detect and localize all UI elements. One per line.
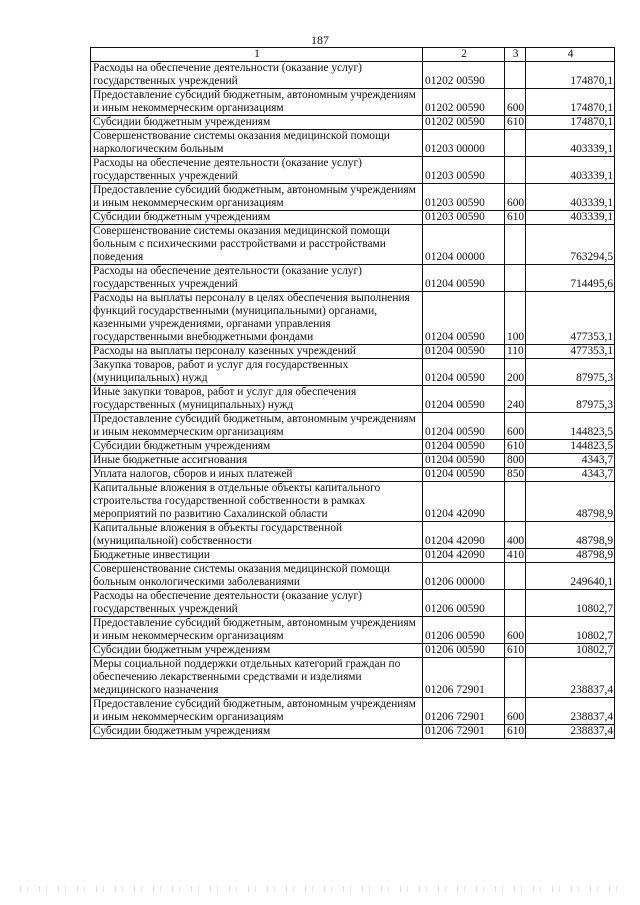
row-amount-cell: 144823,5 — [526, 413, 615, 440]
row-amount-cell: 477353,1 — [526, 292, 615, 345]
row-code-cell: 01203 00000 — [423, 130, 505, 157]
row-name-cell: Закупка товаров, работ и услуг для государственных (муниципальных) нужд — [91, 359, 423, 386]
row-code-cell: 01206 72901 — [423, 698, 505, 725]
row-expense-type-cell: 110 — [505, 345, 526, 359]
row-name-cell: Субсидии бюджетным учреждениям — [91, 116, 423, 130]
table-row — [91, 549, 615, 563]
table-header-row — [91, 48, 615, 62]
row-name-cell: Субсидии бюджетным учреждениям — [91, 725, 423, 739]
row-expense-type-cell: 600 — [505, 698, 526, 725]
row-name-cell: Совершенствование системы оказания медицинской помощи больным с психическими расстройствами и расстройствами поведения — [91, 225, 423, 265]
row-expense-type-cell — [505, 130, 526, 157]
row-amount-cell: 10802,7 — [526, 617, 615, 644]
row-amount-cell: 48798,9 — [526, 522, 615, 549]
row-expense-type-cell: 610 — [505, 725, 526, 739]
column-header-code: 2 — [423, 48, 505, 62]
row-amount-cell: 714495,6 — [526, 265, 615, 292]
table-row — [91, 211, 615, 225]
row-code-cell: 01203 00590 — [423, 157, 505, 184]
row-code-cell: 01204 00590 — [423, 345, 505, 359]
row-code-cell: 01206 72901 — [423, 658, 505, 698]
table-row — [91, 359, 615, 386]
row-amount-cell: 174870,1 — [526, 116, 615, 130]
row-code-cell: 01204 00590 — [423, 359, 505, 386]
row-code-cell: 01204 00590 — [423, 413, 505, 440]
row-name-cell: Расходы на выплаты персоналу казенных учреждений — [91, 345, 423, 359]
row-code-cell: 01204 00590 — [423, 292, 505, 345]
row-name-cell: Субсидии бюджетным учреждениям — [91, 644, 423, 658]
row-expense-type-cell: 610 — [505, 644, 526, 658]
row-code-cell: 01204 42090 — [423, 549, 505, 563]
row-name-cell: Расходы на обеспечение деятельности (оказание услуг) государственных учреждений — [91, 62, 423, 89]
row-code-cell: 01206 00000 — [423, 563, 505, 590]
row-name-cell: Уплата налогов, сборов и иных платежей — [91, 468, 423, 482]
row-name-cell: Субсидии бюджетным учреждениям — [91, 211, 423, 225]
row-amount-cell: 10802,7 — [526, 590, 615, 617]
row-code-cell: 01204 00000 — [423, 225, 505, 265]
row-amount-cell: 174870,1 — [526, 62, 615, 89]
table-row — [91, 184, 615, 211]
row-expense-type-cell: 100 — [505, 292, 526, 345]
row-name-cell: Субсидии бюджетным учреждениям — [91, 440, 423, 454]
row-amount-cell: 238837,4 — [526, 725, 615, 739]
row-expense-type-cell — [505, 482, 526, 522]
row-name-cell: Капитальные вложения в отдельные объекты капитального строительства государственной собственности в рамках мероприятий по развитию Сахалинской области — [91, 482, 423, 522]
row-code-cell: 01204 00590 — [423, 265, 505, 292]
table-row — [91, 413, 615, 440]
row-amount-cell: 477353,1 — [526, 345, 615, 359]
table-row — [91, 130, 615, 157]
row-expense-type-cell: 400 — [505, 522, 526, 549]
table-row — [91, 590, 615, 617]
row-expense-type-cell: 600 — [505, 89, 526, 116]
scan-noise — [20, 886, 620, 892]
row-expense-type-cell: 850 — [505, 468, 526, 482]
row-amount-cell: 4343,7 — [526, 454, 615, 468]
row-amount-cell: 10802,7 — [526, 644, 615, 658]
row-amount-cell: 238837,4 — [526, 658, 615, 698]
column-header-name: 1 — [91, 48, 423, 62]
table-row — [91, 116, 615, 130]
row-code-cell: 01203 00590 — [423, 184, 505, 211]
row-amount-cell: 238837,4 — [526, 698, 615, 725]
column-header-amount: 4 — [526, 48, 615, 62]
row-amount-cell: 403339,1 — [526, 157, 615, 184]
row-code-cell: 01204 42090 — [423, 482, 505, 522]
row-expense-type-cell: 600 — [505, 617, 526, 644]
row-code-cell: 01206 00590 — [423, 590, 505, 617]
table-row — [91, 468, 615, 482]
row-expense-type-cell: 610 — [505, 211, 526, 225]
row-expense-type-cell: 240 — [505, 386, 526, 413]
row-code-cell: 01206 00590 — [423, 617, 505, 644]
table-row — [91, 440, 615, 454]
row-expense-type-cell — [505, 225, 526, 265]
row-name-cell: Иные бюджетные ассигнования — [91, 454, 423, 468]
row-amount-cell: 87975,3 — [526, 359, 615, 386]
table-row — [91, 658, 615, 698]
page-number: 187 — [311, 33, 329, 47]
row-expense-type-cell: 610 — [505, 116, 526, 130]
row-code-cell: 01204 00590 — [423, 440, 505, 454]
table-row — [91, 617, 615, 644]
table-row — [91, 644, 615, 658]
row-code-cell: 01204 00590 — [423, 454, 505, 468]
table-row — [91, 62, 615, 89]
table-row — [91, 522, 615, 549]
row-name-cell: Расходы на выплаты персоналу в целях обеспечения выполнения функций государственными (муниципальными) органами, казенными учреждениями, органами управления государственными внебюджетными фондами — [91, 292, 423, 345]
row-expense-type-cell: 610 — [505, 440, 526, 454]
table-row — [91, 386, 615, 413]
row-expense-type-cell — [505, 62, 526, 89]
row-code-cell: 01203 00590 — [423, 211, 505, 225]
row-code-cell: 01204 00590 — [423, 386, 505, 413]
row-name-cell: Расходы на обеспечение деятельности (оказание услуг) государственных учреждений — [91, 265, 423, 292]
row-name-cell: Предоставление субсидий бюджетным, автономным учреждениям и иным некоммерческим организациям — [91, 413, 423, 440]
row-amount-cell: 4343,7 — [526, 468, 615, 482]
table-row — [91, 725, 615, 739]
row-name-cell: Совершенствование системы оказания медицинской помощи наркологическим больным — [91, 130, 423, 157]
budget-table — [90, 47, 615, 739]
table-row — [91, 563, 615, 590]
row-code-cell: 01206 72901 — [423, 725, 505, 739]
row-expense-type-cell — [505, 658, 526, 698]
table-row — [91, 698, 615, 725]
row-code-cell: 01204 00590 — [423, 468, 505, 482]
row-name-cell: Расходы на обеспечение деятельности (оказание услуг) государственных учреждений — [91, 157, 423, 184]
row-name-cell: Предоставление субсидий бюджетным, автономным учреждениям и иным некоммерческим организациям — [91, 617, 423, 644]
row-amount-cell: 48798,9 — [526, 549, 615, 563]
table-row — [91, 89, 615, 116]
row-amount-cell: 87975,3 — [526, 386, 615, 413]
row-name-cell: Совершенствование системы оказания медицинской помощи больным онкологическими заболеваниями — [91, 563, 423, 590]
row-expense-type-cell: 410 — [505, 549, 526, 563]
row-code-cell: 01202 00590 — [423, 116, 505, 130]
row-name-cell: Предоставление субсидий бюджетным, автономным учреждениям и иным некоммерческим организациям — [91, 89, 423, 116]
row-amount-cell: 763294,5 — [526, 225, 615, 265]
row-expense-type-cell: 600 — [505, 184, 526, 211]
table-row — [91, 292, 615, 345]
row-expense-type-cell: 800 — [505, 454, 526, 468]
row-expense-type-cell — [505, 563, 526, 590]
row-amount-cell: 48798,9 — [526, 482, 615, 522]
row-name-cell: Иные закупки товаров, работ и услуг для обеспечения государственных (муниципальных) нужд — [91, 386, 423, 413]
table-row — [91, 454, 615, 468]
row-code-cell: 01206 00590 — [423, 644, 505, 658]
row-name-cell: Предоставление субсидий бюджетным, автономным учреждениям и иным некоммерческим организациям — [91, 184, 423, 211]
column-header-expense-type: 3 — [505, 48, 526, 62]
row-amount-cell: 174870,1 — [526, 89, 615, 116]
row-expense-type-cell: 600 — [505, 413, 526, 440]
row-code-cell: 01204 42090 — [423, 522, 505, 549]
row-amount-cell: 403339,1 — [526, 130, 615, 157]
row-name-cell: Бюджетные инвестиции — [91, 549, 423, 563]
table-row — [91, 482, 615, 522]
row-code-cell: 01202 00590 — [423, 62, 505, 89]
row-code-cell: 01202 00590 — [423, 89, 505, 116]
row-amount-cell: 403339,1 — [526, 211, 615, 225]
table-row — [91, 265, 615, 292]
row-amount-cell: 403339,1 — [526, 184, 615, 211]
row-amount-cell: 144823,5 — [526, 440, 615, 454]
row-expense-type-cell: 200 — [505, 359, 526, 386]
row-name-cell: Расходы на обеспечение деятельности (оказание услуг) государственных учреждений — [91, 590, 423, 617]
row-expense-type-cell — [505, 157, 526, 184]
row-amount-cell: 249640,1 — [526, 563, 615, 590]
row-expense-type-cell — [505, 590, 526, 617]
row-name-cell: Предоставление субсидий бюджетным, автономным учреждениям и иным некоммерческим организациям — [91, 698, 423, 725]
row-name-cell: Капитальные вложения в объекты государственной (муниципальной) собственности — [91, 522, 423, 549]
row-name-cell: Меры социальной поддержки отдельных категорий граждан по обеспечению лекарственными средствами и изделиями медицинского назначения — [91, 658, 423, 698]
table-row — [91, 345, 615, 359]
row-expense-type-cell — [505, 265, 526, 292]
table-row — [91, 157, 615, 184]
table-row — [91, 225, 615, 265]
